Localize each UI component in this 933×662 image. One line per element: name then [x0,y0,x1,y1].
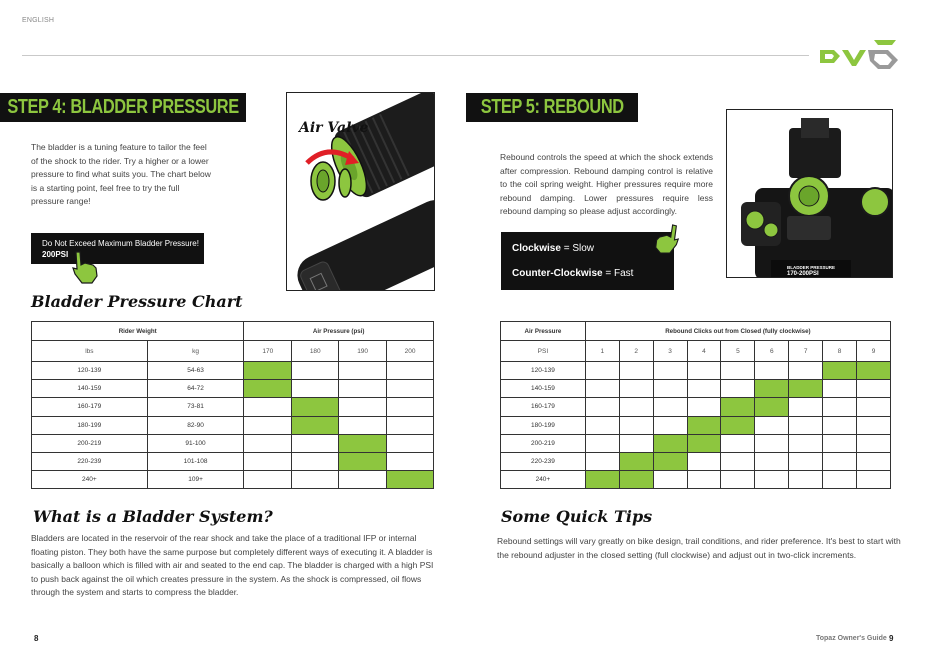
header-rule [22,55,809,56]
table-row [32,398,434,416]
pressure-cell [292,362,339,380]
pressure-cell [339,416,387,434]
bladder-pressure-table [31,321,434,489]
psi-range-cell: 180-199 [501,416,586,434]
dvo-logo [818,36,900,72]
click-cell [653,416,687,434]
click-cell [857,380,891,398]
weight-lbs-cell: 120-139 [32,362,148,380]
pressure-cell [339,398,387,416]
pressure-cell [387,380,434,398]
ccw-label: Counter-Clockwise [512,268,603,279]
table-row [501,452,891,470]
air-valve-illustration [286,92,435,291]
air-pressure-header: Air Pressure (psi) [244,322,434,341]
weight-lbs-cell: 140-159 [32,380,148,398]
click-cell [755,434,789,452]
pressure-cell [292,452,339,470]
rebound-direction-box [501,232,674,290]
click-cell [721,434,755,452]
click-cell [823,470,857,488]
clockwise-label: Clockwise [512,243,561,254]
click-cell [755,380,789,398]
click-cell [585,416,619,434]
click-cell [687,398,721,416]
pressure-cell [339,362,387,380]
click-cell [721,362,755,380]
click-col-header: 6 [755,341,789,362]
sticker-label [787,265,835,277]
weight-kg-cell: 54-63 [147,362,244,380]
click-cell [823,398,857,416]
pressure-warning [31,233,204,264]
pressure-cell [292,398,339,416]
click-col-header: 8 [823,341,857,362]
click-cell [789,452,823,470]
unit-lbs: lbs [32,341,148,362]
table-row [501,416,891,434]
click-cell [585,470,619,488]
clockwise-line [512,242,674,255]
table-row [32,452,434,470]
click-cell [857,416,891,434]
psi-range-cell: 140-159 [501,380,586,398]
pressure-cell [339,470,387,488]
pressure-cell [244,470,292,488]
pointing-hand-icon [652,222,682,256]
click-col-header: 4 [687,341,721,362]
table-row [501,398,891,416]
click-cell [721,452,755,470]
quick-tips-title: Some Quick Tips [501,507,653,526]
click-col-header: 7 [789,341,823,362]
weight-lbs-cell: 180-199 [32,416,148,434]
weight-lbs-cell: 240+ [32,470,148,488]
table-row [32,434,434,452]
click-cell [857,452,891,470]
click-cell [789,398,823,416]
click-cell [687,470,721,488]
pressure-col-header: 170 [244,341,292,362]
pressure-cell [387,362,434,380]
weight-kg-cell: 109+ [147,470,244,488]
pressure-cell [244,416,292,434]
air-valve-label: Air Valve [299,120,369,136]
rebound-intro: Rebound controls the speed at which the shock extends after compression. Rebound damping control is relative to the coil spring weight. Higher pressures require more rebound damping. Lower pressures require less rebound damping so please adjust accordingly. [500,152,713,216]
click-cell [687,434,721,452]
click-cell [789,380,823,398]
ccw-line [512,267,674,280]
table-row [501,434,891,452]
click-cell [857,362,891,380]
click-cell [687,416,721,434]
page-number-right: 9 [889,634,894,643]
click-cell [721,416,755,434]
pressure-cell [244,380,292,398]
psi-range-cell: 200-219 [501,434,586,452]
air-pressure-header: Air Pressure [501,322,586,341]
warning-max-value: 200PSI [42,250,69,259]
click-cell [585,380,619,398]
click-cell [619,452,653,470]
click-cell [755,416,789,434]
table-row [32,416,434,434]
table-row [32,470,434,488]
click-cell [721,398,755,416]
click-cell [789,434,823,452]
weight-kg-cell: 91-100 [147,434,244,452]
table-row [501,470,891,488]
click-cell [687,380,721,398]
click-col-header: 9 [857,341,891,362]
step-4-title: STEP 4: BLADDER PRESSURE [0,93,246,122]
weight-kg-cell: 64-72 [147,380,244,398]
pressure-cell [339,452,387,470]
click-cell [653,434,687,452]
language-label: ENGLISH [22,17,55,24]
rebound-adjuster-photo [726,109,893,278]
click-cell [823,362,857,380]
click-cell [585,398,619,416]
table-row [32,362,434,380]
click-cell [619,470,653,488]
bladder-intro: The bladder is a tuning feature to tailor the feel of the shock to the rider. Try a higher or a lower pressure to find what suits you. The chart below is a starting point, feel free to try the full pressure range! [31,142,211,206]
pressure-cell [387,398,434,416]
click-cell [755,398,789,416]
click-cell [823,452,857,470]
weight-lbs-cell: 220-239 [32,452,148,470]
click-cell [721,470,755,488]
pressure-cell [339,380,387,398]
bladder-system-body: Bladders are located in the reservoir of the rear shock and take the place of a traditional IFP or internal floating piston. They both have the same purpose but completely different ways of executing it. A bladder is basically a balloon which is filled with air and seated to the end cap. The bladder is charged with a high PSI to push back against the oil which creates pressure in the system. As the shock is compressed, oil flows through the system and starts to compress the bladder. [31,533,434,597]
click-cell [823,434,857,452]
pressure-cell [292,434,339,452]
rider-weight-header: Rider Weight [32,322,244,341]
weight-kg-cell: 101-108 [147,452,244,470]
step-5-title: STEP 5: REBOUND [466,93,638,122]
pressure-cell [387,452,434,470]
guide-name: Topaz Owner's Guide [816,635,887,642]
pressure-cell [387,416,434,434]
table-row [501,362,891,380]
click-cell [585,362,619,380]
click-cell [619,416,653,434]
sticker-line-1: BLADDER PRESSURE [787,265,836,270]
click-col-header: 5 [721,341,755,362]
pressure-cell [244,434,292,452]
click-cell [653,398,687,416]
click-cell [789,470,823,488]
click-cell [857,434,891,452]
click-cell [823,416,857,434]
click-cell [619,380,653,398]
weight-lbs-cell: 160-179 [32,398,148,416]
click-cell [585,452,619,470]
click-cell [585,434,619,452]
pressure-cell [244,452,292,470]
pressure-col-header: 180 [292,341,339,362]
click-cell [755,452,789,470]
click-cell [653,362,687,380]
pressure-cell [339,434,387,452]
bladder-system-title: What is a Bladder System? [33,507,273,526]
table-row [32,380,434,398]
click-cell [789,416,823,434]
pressure-col-header: 200 [387,341,434,362]
table-unit-row [32,341,434,362]
pressure-cell [292,380,339,398]
psi-range-cell: 220-239 [501,452,586,470]
click-cell [619,434,653,452]
click-col-header: 2 [619,341,653,362]
unit-psi: PSI [501,341,586,362]
pointing-hand-icon [70,250,102,286]
weight-lbs-cell: 200-219 [32,434,148,452]
click-cell [721,380,755,398]
quick-tips-body: Rebound settings will vary greatly on bike design, trail conditions, and rider preference. It's best to start with the rebound adjuster in the closed setting (full clockwise) and adjust out in two-click increments. [497,536,901,560]
pressure-cell [244,362,292,380]
click-cell [823,380,857,398]
click-cell [755,362,789,380]
clockwise-value: = Slow [560,243,594,254]
table-row [501,380,891,398]
psi-range-cell: 160-179 [501,398,586,416]
ccw-value: = Fast [602,268,634,279]
click-cell [619,362,653,380]
click-cell [619,398,653,416]
psi-range-cell: 240+ [501,470,586,488]
pressure-cell [292,416,339,434]
click-cell [687,362,721,380]
warning-text: Do Not Exceed Maximum Bladder Pressure! [42,239,199,248]
click-col-header: 1 [585,341,619,362]
sticker-line-2: 170-200PSI [787,271,819,277]
click-cell [687,452,721,470]
click-cell [857,470,891,488]
bladder-chart-title: Bladder Pressure Chart [31,292,243,311]
pressure-cell [292,470,339,488]
click-cell [755,470,789,488]
pressure-cell [387,434,434,452]
click-col-header: 3 [653,341,687,362]
click-cell [653,470,687,488]
rebound-clicks-header: Rebound Clicks out from Closed (fully clockwise) [585,322,890,341]
page-number-left: 8 [34,634,39,643]
rebound-clicks-table [500,321,891,489]
table-unit-row [501,341,891,362]
click-cell [789,362,823,380]
psi-range-cell: 120-139 [501,362,586,380]
click-cell [653,380,687,398]
weight-kg-cell: 73-81 [147,398,244,416]
pressure-cell [244,398,292,416]
unit-kg: kg [147,341,244,362]
weight-kg-cell: 82-90 [147,416,244,434]
click-cell [653,452,687,470]
pressure-col-header: 190 [339,341,387,362]
table-header-row [32,322,434,341]
click-cell [857,398,891,416]
table-header-row [501,322,891,341]
pressure-cell [387,470,434,488]
